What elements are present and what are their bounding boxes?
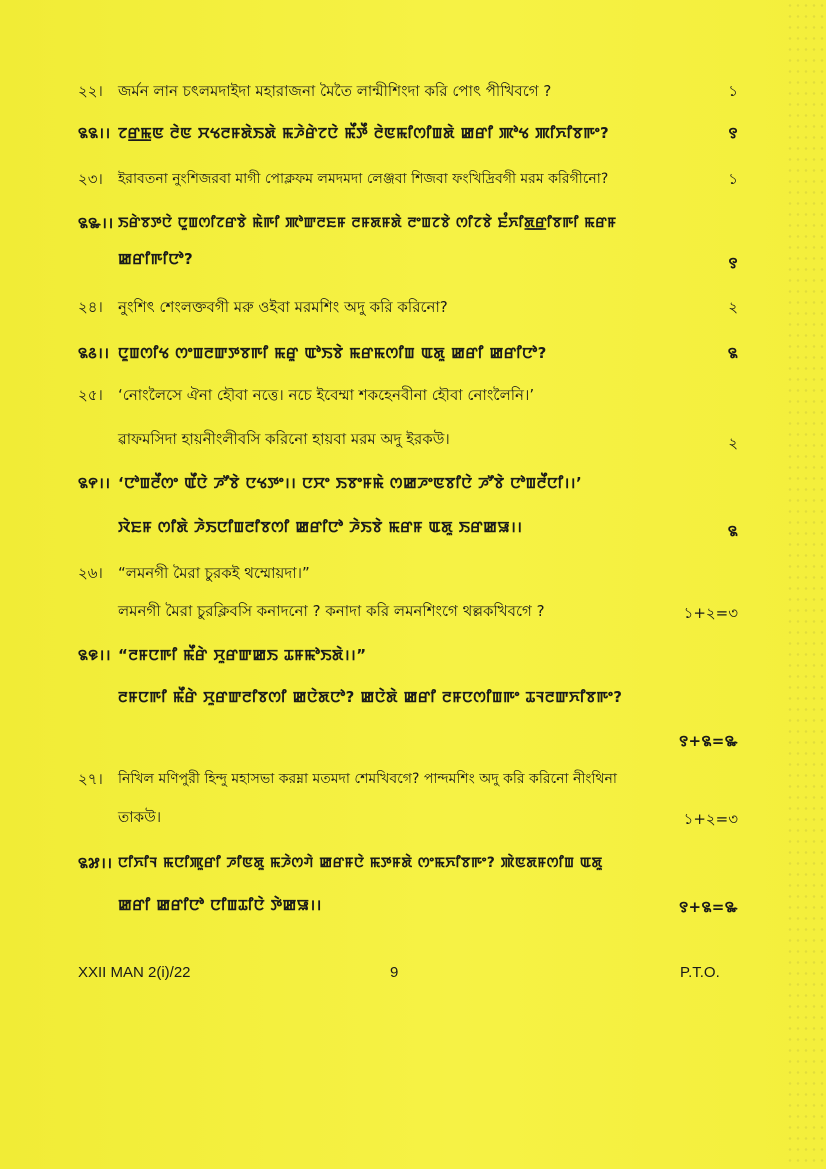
question-24-bengali	[78, 296, 738, 318]
question-marks: ১	[728, 82, 738, 100]
question-text: ꯋꯥꯐꯝ ꯁꯤꯗꯥ ꯍꯥꯏꯅꯤꯡꯂꯤꯕꯁꯤ ꯀꯔꯤꯅꯣ ꯍꯥꯏꯕꯥ ꯃꯔꯝ ꯑꯗꯨ ꯏꯔꯀꯎ।।	[118, 518, 523, 536]
question-25-bengali	[78, 384, 738, 454]
question-text: ꯅꯨꯡꯁꯤꯠ ꯁꯦꯡꯂꯛꯇꯕꯒꯤ ꯃꯔꯨ ꯑꯣꯏꯕꯥ ꯃꯔꯃꯁꯤꯡ ꯑꯗꯨ ꯀꯔꯤ ꯀꯔꯤꯅꯣ?	[118, 344, 547, 362]
question-text: ꯂꯝꯅꯒꯤ ꯃꯩꯔꯥ ꯆꯨꯔꯛꯂꯤꯕꯁꯤ ꯀꯅꯥꯗꯅꯣ? ꯀꯅꯥꯗꯥ ꯀꯔꯤ ꯂꯝꯅꯁꯤꯡꯒꯦ ꯊꯜꯂꯛꯈꯤꯕꯒꯦ?	[118, 688, 623, 706]
question-text-continued: ꯀꯔꯤꯒꯤꯅꯣ?	[118, 250, 194, 268]
question-marks: ꯱+꯲=꯳	[679, 898, 738, 916]
question-number: ২৭।	[78, 770, 103, 788]
question-quote: ‘ꯅꯣꯡꯂꯩꯁꯦ ꯑꯩꯅꯥ ꯍꯧꯕꯥ ꯅꯠꯇꯦ।। ꯅꯆꯦ ꯏꯕꯦꯝꯃꯥ ꯁꯀꯍꯦꯟꯕꯤꯅꯥ ꯍꯧꯕꯥ ꯅꯣꯡꯂꯩꯅꯤ।।’	[118, 474, 583, 492]
paper-code: XXII MAN 2(i)/22	[78, 964, 191, 981]
question-27-meitei	[78, 852, 738, 922]
question-marks: ꯱	[728, 254, 738, 272]
question-number: ২৫।	[78, 386, 103, 404]
question-marks: ১	[728, 170, 738, 188]
question-marks: ꯲	[727, 522, 738, 540]
question-marks: ꯲	[727, 344, 738, 362]
question-26-meitei	[78, 644, 738, 754]
question-text: ꯅꯤꯈꯤꯜ ꯃꯅꯤꯄꯨꯔꯤ ꯍꯤꯟꯗꯨ ꯃꯍꯥꯁꯚꯥ ꯀꯔꯝꯅꯥ ꯃꯇꯝꯗꯥ ꯁꯦꯃꯈꯤꯕꯒꯦ? ꯄꯥꯟꯗꯝꯁꯤꯡ ꯑꯗꯨ	[118, 855, 603, 871]
question-number: ২২।	[78, 82, 103, 100]
question-text: ৱাফমসিদা হায়নীংলীবসি করিনো হায়বা মরম অদু ইরকউ।	[118, 430, 450, 448]
question-marks: ꯱+꯲=꯳	[679, 732, 738, 750]
question-26-bengali	[78, 562, 738, 632]
question-quote: “ꯂꯝꯅꯒꯤ ꯃꯩꯔꯥ ꯆꯨꯔꯛꯀꯏ ꯊꯝꯃꯣꯏꯗꯥ।।”	[118, 646, 367, 664]
question-25-meitei	[78, 472, 738, 542]
question-22-bengali	[78, 80, 738, 102]
question-text: নুংশিৎ শেংলক্তবগী মরু ওইবা মরমশিং অদু করি করিনো?	[118, 298, 448, 316]
question-marks: ꯱	[728, 124, 738, 142]
question-text-continued: তাকউ।	[118, 808, 162, 826]
question-text-continued: ꯀꯔꯤ ꯀꯔꯤꯅꯣ ꯅꯤꯡꯊꯤꯅꯥ ꯇꯥꯀꯎ।।	[118, 896, 322, 914]
question-text: জর্মন লান চৎলমদাইদা মহারাজনা মৈতৈ লান্মীশিংদা করি পোৎ পীখিবগে ?	[118, 82, 552, 100]
question-text: নিখিল মণিপুরী হিন্দু মহাসভা করম্না মতমদা শেমখিবগে? পান্দমশিং অদু করি করিনো নীংথিনা	[118, 771, 617, 787]
question-number: ২৪।	[78, 298, 103, 316]
question-number: ꯲꯶।।	[78, 646, 112, 664]
question-23-meitei	[78, 212, 738, 272]
question-number: ꯲꯳।।	[78, 214, 114, 232]
please-turn-over: P.T.O.	[680, 964, 720, 981]
question-text: ꯖꯔ꯭ꯃꯟ ꯂꯥꯟ ꯆꯠꯂꯝꯗꯥꯏꯗꯥ ꯃꯍꯥꯔꯥꯖꯅꯥ ꯃꯩꯇꯩ ꯂꯥꯟꯃꯤꯁꯤꯡꯗꯥ ꯀꯔꯤ ꯄꯣꯠ ꯄꯤꯈꯤꯕꯒꯦ?	[118, 124, 610, 142]
question-number: ꯲꯲।।	[78, 124, 111, 142]
margin-texture	[786, 0, 826, 1169]
question-marks: ২	[728, 298, 738, 316]
question-text: ꯏꯔꯥꯕꯇꯅꯥ ꯅꯨꯡꯁꯤꯖꯔꯕꯥ ꯃꯥꯒꯤ ꯄꯣꯛꯂꯐꯝ ꯂꯝꯗꯝꯗꯥ ꯂꯦꯡꯖꯕꯥ ꯁꯤꯖꯕꯥ ꯐꯪꯈꯤꯗ꯭ꯔꯤꯕꯒꯤ ꯃꯔꯝ	[118, 215, 617, 231]
page-number: 9	[390, 964, 399, 981]
question-27-bengali	[78, 768, 738, 838]
question-quote: ‘নোংলৈসে ঐনা হৌবা নত্তে। নচে ইবেম্মা শকহেনবীনা হৌবা নোংলৈনি।’	[118, 386, 535, 404]
question-marks: ২	[728, 434, 738, 452]
question-23-bengali	[78, 168, 738, 190]
question-number: ২৩।	[78, 170, 103, 188]
question-text: লমনগী মৈরা চুরক্লিবসি কনাদনো ? কনাদা করি লমনশিংগে থল্লকখিবগে ?	[118, 602, 545, 620]
question-24-meitei	[78, 342, 738, 364]
question-number: ২৬।	[78, 564, 103, 582]
question-marks: ১+২=৩	[683, 604, 738, 622]
question-quote: “লমনগী মৈরা চুরকই থম্মোয়দা।”	[118, 564, 310, 582]
question-number: ꯲꯷।।	[78, 854, 113, 872]
question-text: ইরাবতনা নুংশিজরবা মাগী পোক্লফম লমদমদা লেঞ্জবা শিজবা ফংখিদ্রিবগী মরম করিগীনো?	[118, 171, 609, 187]
question-number: ꯲꯵।।	[78, 474, 111, 492]
question-marks: ১+২=৩	[683, 810, 738, 828]
question-22-meitei	[78, 122, 738, 144]
question-number: ꯲꯴।।	[78, 344, 110, 362]
